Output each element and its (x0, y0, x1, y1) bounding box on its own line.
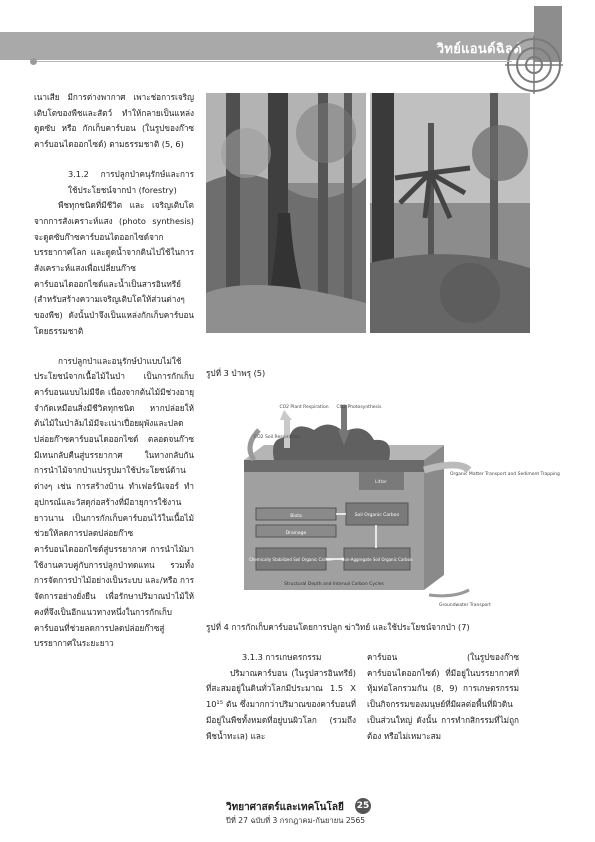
label-biota: Biota (290, 514, 302, 519)
carbon-cycle-diagram (214, 400, 560, 610)
paragraph-forestry: พืชทุกชนิดที่มีชีวิต และ เจริญเติบโตจากการสังเคราะห์แสง (photo synthesis) จะดูดซับก๊าซคาร์บอนไดออกไซด์จากบรรยากาศโลก และดูดน้ำจากดินไปใช้ในการสังเคราะห์แสงเพื่อเปลี่ยนก๊าซคาร์บอนไดออกไซด์และน้ำเป็นสารอินทรีย์ (สำหรับสร้างความเจริญเติบโตให้ส่วนต่างๆ ของพืช) ดังนั้นป่าจึงเป็นแหล่งกักเก็บคาร์บอนโดยธรรมชาติ (34, 200, 194, 336)
label-soil-organic-carbon: Soil Organic Carbon (354, 513, 400, 518)
figure-3-caption: รูปที่ 3 ป่าพรุ (5) (206, 368, 266, 378)
section-313-column-1 (206, 650, 356, 744)
forest-photo-right (370, 93, 530, 333)
label-soil-respiration: CO2 Soil Respiration (254, 435, 300, 440)
section-313-paragraph-1: ปริมาณคาร์บอน (ในรูปสารอินทรีย์) ที่สะสมอยู่ในดินทั่วโลกมีประมาณ 1.5 X 10¹⁵ ตัน ซึ่งมากกว่าปริมาณของคาร์บอนที่มีอยู่ในพืชทั้งหมดที่อยู่บนผิวโลก (รวมถึงพืชน้ำทะเล) และ (206, 667, 356, 741)
label-organic-matter: Organic Matter Transport and Sediment Trapping (450, 472, 560, 477)
paragraph-forest-use: การปลูกป่าและอนุรักษ์ป่าแบบไม่ใช้ประโยชน์จากเนื้อไม้ในป่า เป็นการกักเก็บคาร์บอนแบบไม่มีจีด เนื่องจากต้นไม้มีช่วงอายุจำกัดเหมือนสิ่งมีชีวิตทุกชนิด หากปล่อยให้ต้นไม้ในป่าล้มไม้มีจะเน่าเปื่อยผุพังและปลดปล่อยก๊าซคาร์บอนไดออกไซด์ ตลอดจนก๊าซมีเทนกลับคืนสู่บรรยากาศ ในทางกลับกัน การนำไม้จากป่าแปรรูปมาใช้ประโยชน์ด้านต่างๆ เช่น การสร้างบ้าน ทำเฟอร์นิเจอร์ ทำอุปกรณ์และวัสดุก่อสร้างที่มีอายุการใช้งานยาวนาน เป็นการกักเก็บคาร์บอนไว้ในเนื้อไม้ ช่วยให้ลดการปลดปล่อยก๊าซคาร์บอนไดออกไซด์สู่บรรยากาศ การนำไม้มาใช้งานควบคู่กับการปลูกป่าทดแทน รวมทั้งการจัดการป่าไม้อย่างเป็นระบบ และ/หรือ การจัดการอย่างยั่งยืน เพื่อรักษาปริมาณป่าไม้ให้คงที่จึงเป็นอีกแนวทางหนึ่งในการกักเก็บคาร์บอนที่ช่วยลดการปลดปล่อยก๊าซสู่บรรยากาศในระยะยาว (34, 355, 194, 649)
header-rule-dot (30, 58, 37, 65)
section-313-paragraph-2: คาร์บอน (ในรูปของก๊าซคาร์บอนไดออกไซด์) ที่มีอยู่ในบรรยากาศที่หุ้มห่อโลกรวมกัน (8, 9) การเกษตรกรรม เป็นกิจกรรมของมนุษย์ที่มีผลต่อพื้นที่ผิวดินเป็นส่วนใหญ่ ดังนั้น การทำกสิกรรมที่ไม่ถูกต้อง หรือไม่เหมาะสม (367, 652, 519, 741)
footer-issue-info: ปีที่ 27 ฉบับที่ 3 กรกฎาคม-กันยายน 2565 (226, 816, 366, 825)
footer-magazine-title: วิทยาศาสตร์และเทคโนโลยี (226, 802, 344, 813)
left-text-column (34, 90, 194, 652)
paragraph-intro: เนาเสีย มีการต่างพากาศ เพาะช่อการเจริญเติบโตของพืชและสัตว์ ทำให้กลายเป็นแหล่งดูดซับ หรือ กักเก็บคาร์บอน (ในรูปของก๊าซคาร์บอนไดออกไซด์) ตามธรรมชาติ (5, 6) (34, 92, 194, 150)
label-plant-respiration: CO2 Plant Respiration (279, 405, 329, 410)
label-chemically-stabilized: Chemically Stabilized Soil Organic Carbon (249, 557, 333, 562)
forest-photo-left (206, 93, 366, 333)
magazine-section-title: วิทย์แอนด์ฉิลด์ (436, 42, 522, 57)
figure-4-caption: รูปที่ 4 การกักเก็บคาร์บอนโดยการปลูก ฆ่าวิทย์ และใช้ประโยชน์จากป่า (7) (206, 622, 470, 632)
label-photosynthesis: CO2 Photosynthesis (336, 405, 382, 410)
section-313-column-2 (367, 650, 519, 744)
subheading-forestry: 3.1.2 การปลูกป่าคนุรักษ์และการใช้ประโยชน์จากป่า (forestry) (68, 168, 194, 195)
section-313-heading: 3.1.3 การเกษตรกรรม (242, 652, 322, 662)
label-litter: Litter (375, 480, 387, 485)
label-groundwater: Groundwater Transport (439, 603, 491, 608)
target-logo-icon (505, 36, 563, 94)
label-drainage: Drainage (285, 531, 307, 536)
label-non-aggregate: Non-Aggregate Soil Organic Carbon (341, 557, 413, 562)
page-number-badge: 25 (355, 798, 371, 814)
label-structural-depth: Structural Depth and Interval Carbon Cycles (284, 582, 384, 587)
header-rule (34, 61, 512, 62)
